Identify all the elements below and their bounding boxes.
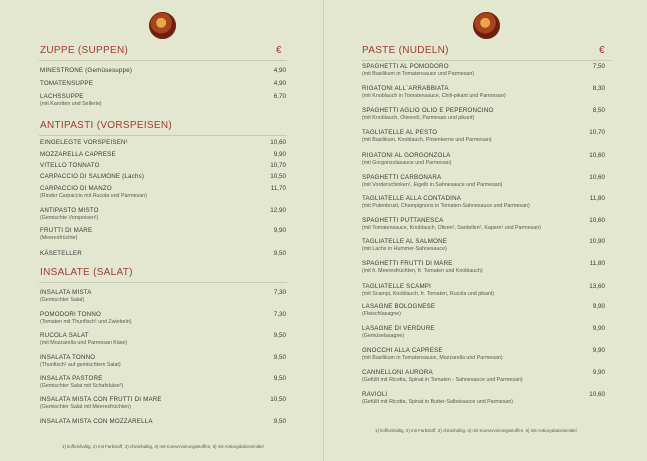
menu-item-price: 9,90 [273, 227, 286, 234]
menu-item-name: SPAGHETTI PUTTANESCA [362, 217, 444, 224]
menu-item-description: (mit Scampi, Knoblauch, fr. Tomaten, Rucola und pikant) [362, 290, 495, 297]
menu-item-price: 7,30 [273, 289, 286, 296]
menu-item-name: KÄSETELLER [40, 250, 82, 257]
menu-item-description: (mit Putenbrust, Champignons in Tomaten-Sahnesauce und Parmesan) [362, 202, 530, 209]
menu-item-description: (Gemischter Salat mit Schafskäse¹) [40, 382, 124, 389]
menu-item-price: 8,30 [592, 85, 605, 92]
menu-item-price: 10,60 [589, 217, 605, 224]
menu-item-price: 10,50 [270, 396, 286, 403]
section-title-zuppe: ZUPPE (SUPPEN) [40, 45, 129, 56]
menu-item [362, 391, 513, 406]
menu-item-description: (mit Mozzarella und Parmesan Käse) [40, 339, 128, 346]
menu-item [40, 80, 93, 88]
menu-item-name: TOMATENSUPPE [40, 80, 94, 87]
menu-item-price: 10,60 [589, 152, 605, 159]
menu-item-description: (mit Knoblauch, Olivenöl, Parmesan und pikant) [362, 114, 475, 121]
menu-item [362, 238, 447, 253]
menu-item [362, 217, 541, 232]
menu-item-price: 9,50 [273, 418, 286, 425]
menu-item-name: SPAGHETTI CARBONARA [362, 174, 442, 181]
menu-item-price: 9,90 [592, 325, 605, 332]
menu-item-price: 9,90 [592, 303, 605, 310]
section-divider [361, 60, 611, 61]
menu-item-price: 11,80 [589, 260, 605, 267]
restaurant-logo [473, 12, 500, 39]
menu-item-price: 9,90 [273, 151, 286, 158]
menu-item-name: SPAGHETTI FRUTTI DI MARE [362, 260, 453, 267]
section-divider [39, 282, 287, 283]
menu-item-description: (Gemischter Salat) [40, 296, 85, 303]
menu-item [40, 173, 144, 181]
menu-item [40, 207, 99, 222]
menu-item-price: 8,50 [592, 107, 605, 114]
menu-item-price: 6,70 [273, 93, 286, 100]
menu-item-price: 11,70 [270, 185, 286, 192]
menu-item [362, 174, 502, 189]
menu-item [40, 354, 121, 369]
menu-item-price: 9,90 [592, 369, 605, 376]
menu-item-price: 10,90 [589, 238, 605, 245]
menu-item-description: (mit Vorderschinken¹, Eigelb in Sahnesauce und Parmesan) [362, 181, 503, 188]
menu-item-name: LACHSSUPPE [40, 93, 84, 100]
menu-item-price: 9,90 [592, 347, 605, 354]
section-divider [39, 60, 287, 61]
menu-item-name: TAGLIATELLE AL SALMONE [362, 238, 448, 245]
right-menu-page [324, 0, 647, 461]
menu-item [40, 418, 153, 426]
euro-symbol: € [276, 45, 282, 56]
menu-item [362, 303, 435, 318]
menu-item-description: (mit Lachs in Hummer-Sahnesauce) [362, 245, 447, 252]
menu-item-name: CANNELLONI AURORA [362, 369, 433, 376]
menu-item [40, 375, 123, 390]
menu-item-price: 13,60 [589, 283, 605, 290]
menu-item-price: 9,50 [273, 250, 286, 257]
menu-item-price: 7,30 [273, 311, 286, 318]
menu-item-name: ANTIPASTO MISTO [40, 207, 99, 214]
menu-item [362, 63, 474, 78]
menu-item-description: (Rinder Carpaccio mit Rucola und Parmesan) [40, 192, 147, 199]
menu-item-name: RAVIOLI [362, 391, 388, 398]
menu-item-description: (mit Karotten und Sellerie) [40, 100, 102, 107]
menu-item-price: 10,70 [270, 162, 286, 169]
menu-item-name: LASAGNE BOLOGNESE [362, 303, 436, 310]
menu-item-price: 10,50 [270, 173, 286, 180]
menu-item [362, 283, 494, 298]
menu-item-description: (mit Gorgonzolasauce und Parmesan) [362, 159, 452, 166]
menu-item-price: 4,90 [273, 80, 286, 87]
menu-item-description: (Gemischte Vorspeisen¹) [40, 214, 99, 221]
menu-item [362, 107, 494, 122]
menu-item-price: 10,60 [270, 139, 286, 146]
menu-item-name: RIGATONI AL GORGONZOLA [362, 152, 451, 159]
menu-item [40, 311, 131, 326]
menu-item [40, 162, 100, 170]
menu-item-description: (Gemüselasagne) [362, 332, 405, 339]
menu-item [362, 325, 435, 340]
menu-item-name: FRUTTI DI MARE [40, 227, 93, 234]
menu-item-name: EINGELEGTE VORSPEISEN¹ [40, 139, 128, 146]
menu-item-name: VITELLO TONNATO [40, 162, 100, 169]
menu-item-name: CARPACCIO DI SALMONE (Lachs) [40, 173, 145, 180]
left-menu-page [0, 0, 323, 461]
menu-item [362, 152, 452, 167]
menu-item-price: 7,50 [592, 63, 605, 70]
menu-item [40, 227, 92, 242]
menu-item [40, 67, 132, 75]
menu-item-name: TAGLIATELLE ALLA CONTADINA [362, 195, 462, 202]
menu-item-name: TAGLIATELLE AL PESTO [362, 129, 438, 136]
menu-item-name: RIGATONI ALL´ARRABBIATA [362, 85, 449, 92]
menu-item-name: SPAGHETTI AGLIO OLIO E PEPERONCINO [362, 107, 494, 114]
menu-item-name: CARPACCIO DI MANZO [40, 185, 112, 192]
section-title-antipasti: ANTIPASTI (VORSPEISEN) [40, 120, 172, 131]
menu-item [362, 369, 523, 384]
menu-item-name: MOZZARELLA CAPRESE [40, 151, 116, 158]
menu-item-price: 12,90 [270, 207, 286, 214]
menu-item-description: (Gefüllt mit Ricotta, Spinat in Butter-Salbeisauce und Parmesan) [362, 398, 514, 405]
menu-item-description: (mit Basilikum, Knoblauch, Pinienkerne und Parmesan) [362, 136, 492, 143]
menu-item [40, 332, 127, 347]
menu-item-name: SPAGHETTI AL POMODORO [362, 63, 449, 70]
menu-item [40, 151, 116, 159]
section-title-paste: PASTE (NUDELN) [362, 45, 449, 56]
menu-item [362, 129, 492, 144]
menu-item-name: POMODORI TONNO [40, 311, 102, 318]
section-title-insalate: INSALATE (SALAT) [40, 267, 133, 278]
restaurant-logo [149, 12, 176, 39]
menu-item-description: (Tomaten mit Thunfisch¹ und Zwiebeln) [40, 318, 132, 325]
menu-item-description: (Thunfisch¹ auf gemischtem Salat) [40, 361, 121, 368]
menu-item-price: 9,50 [273, 354, 286, 361]
section-divider [39, 135, 287, 136]
menu-item-price: 10,70 [589, 129, 605, 136]
menu-item-description: (mit Knoblauch in Tomatensauce, Chili-pikant und Parmesan) [362, 92, 506, 99]
menu-item-name: GNOCCHI ALLA CAPRESE [362, 347, 443, 354]
menu-item-price: 10,60 [589, 174, 605, 181]
menu-item-description: (Meeresfrüchte) [40, 234, 78, 241]
allergen-footnote: 1) koffeinhaltig, 2) mit Farbstoff, 3) chininhaltig, 4) mit Konservierungsstoffen, 5) mit Antioxydationsmittel [62, 444, 264, 449]
menu-item-price: 4,90 [273, 67, 286, 74]
menu-item [40, 93, 102, 108]
allergen-footnote: 1) koffeinhaltig, 2) mit Farbstoff, 3) chininhaltig, 4) mit Konservierungsstoffen, 5) mit Antioxydationsmittel [375, 428, 577, 433]
menu-item-price: 10,60 [589, 391, 605, 398]
menu-item-description: (mit Basilikum in Tomatensauce und Parmesan) [362, 70, 475, 77]
menu-item [40, 139, 128, 147]
menu-item [40, 396, 162, 411]
euro-symbol: € [599, 45, 605, 56]
menu-item-price: 9,50 [273, 332, 286, 339]
menu-item-description: (mit fr. Meeresfrüchten, fr. Tomaten und Knoblauch) [362, 267, 483, 274]
menu-item-name: RUCOLA SALAT [40, 332, 89, 339]
menu-item-price: 9,50 [273, 375, 286, 382]
menu-item-name: MINESTRONE (Gemüsesuppe) [40, 67, 133, 74]
menu-item-description: (Gemischter Salat mit Meeresfrüchten) [40, 403, 131, 410]
menu-item-name: INSALATA PASTORE [40, 375, 103, 382]
menu-item-name: LASAGNE DI VERDURE [362, 325, 435, 332]
menu-item [362, 85, 506, 100]
menu-item-name: INSALATA MISTA CON MOZZARELLA [40, 418, 153, 425]
menu-item [40, 250, 82, 258]
menu-item [362, 195, 530, 210]
menu-item-name: TAGLIATELLE SCAMPI [362, 283, 432, 290]
menu-item-description: (mit Tomatensauce, Knoblauch, Oliven¹, Sardellen¹, Kapern¹ und Parmesan) [362, 224, 541, 231]
menu-item-description: (mit Basilikum in Tomatensauce, Mozzarella und Parmesan) [362, 354, 503, 361]
menu-item-name: INSALATA MISTA CON FRUTTI DI MARE [40, 396, 162, 403]
menu-item [40, 289, 92, 304]
menu-item [40, 185, 147, 200]
menu-item [362, 260, 483, 275]
menu-item-description: (Gefüllt mit Ricotta, Spinat in Tomaten - Sahnesauce und Parmesan) [362, 376, 523, 383]
menu-item [362, 347, 503, 362]
menu-item-name: INSALATA TONNO [40, 354, 96, 361]
menu-item-name: INSALATA MISTA [40, 289, 92, 296]
menu-item-price: 11,80 [589, 195, 605, 202]
menu-item-description: (Fleischlasagne) [362, 310, 401, 317]
